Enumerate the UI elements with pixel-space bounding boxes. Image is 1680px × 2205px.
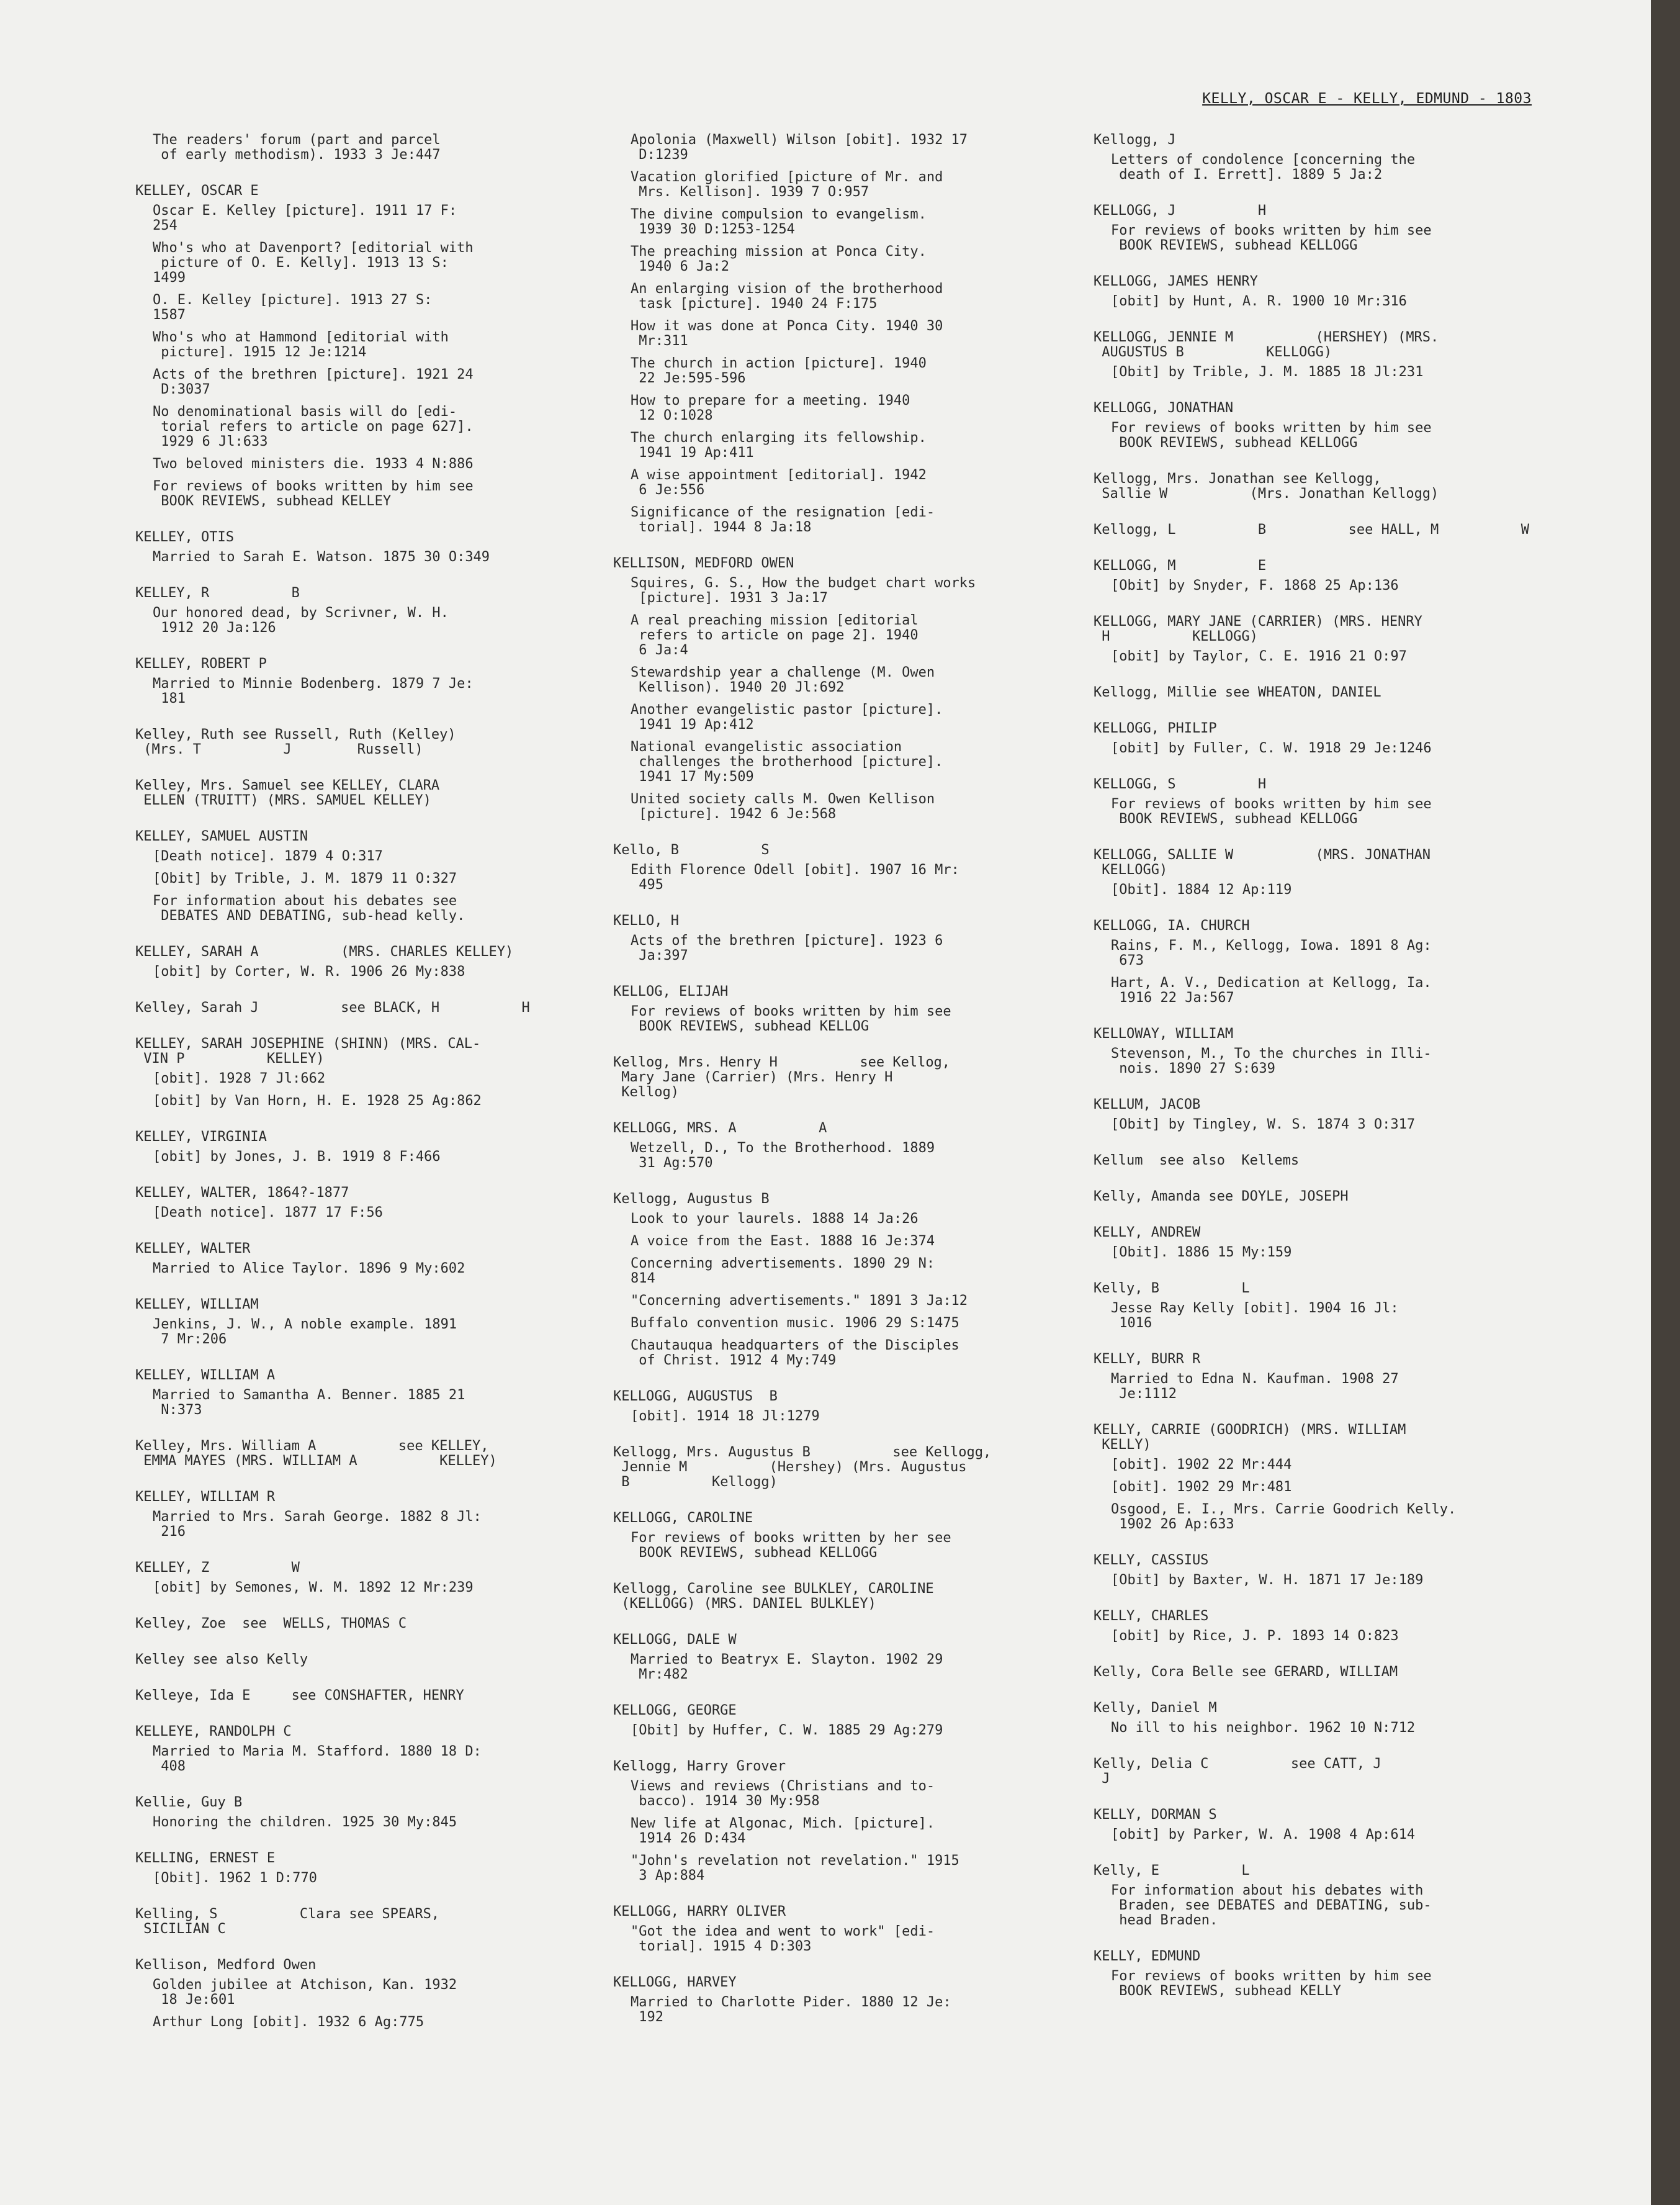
- entry-heading: KELLEY, VIRGINIA: [135, 1129, 267, 1145]
- entry-reference: [obit]. 1902 22 Mr:444: [1111, 1457, 1292, 1472]
- entry-heading: Kellie, Guy B: [135, 1795, 243, 1810]
- entry-reference: Wetzell, D., To the Brotherhood. 1889 31 Ag:570: [631, 1140, 935, 1171]
- entry-heading: KELLOWAY, WILLIAM: [1094, 1026, 1234, 1042]
- entry-reference: [Obit] by Tingley, W. S. 1874 3 O:317: [1111, 1117, 1416, 1132]
- entry-heading: KELLO, H: [613, 913, 679, 929]
- entry-reference: For reviews of books written by him see BOOK REVIEWS, subhead KELLOGG: [1111, 420, 1432, 451]
- index-entry: [1094, 777, 1553, 827]
- index-entry: [613, 1055, 1060, 1100]
- index-entry: [613, 1192, 1060, 1368]
- index-entry: [1094, 1808, 1553, 1842]
- entry-heading: KELLOG, ELIJAH: [613, 984, 729, 999]
- entry-reference: "Got the idea and went to work" [edi- torial]. 1915 4 D:303: [631, 1924, 935, 1954]
- index-entry: [135, 1653, 570, 1667]
- entry-reference: Married to Samantha A. Benner. 1885 21 N:373: [153, 1387, 465, 1418]
- entry-heading: KELLEY, OTIS: [135, 530, 234, 545]
- index-entry: [1094, 1665, 1553, 1680]
- entry-reference: Look to your laurels. 1888 14 Ja:26: [631, 1211, 919, 1227]
- entry-reference: Hart, A. V., Dedication at Kellogg, Ia. 1916 22 Ja:567: [1111, 975, 1432, 1006]
- entry-heading: KELLOGG, JONATHAN: [1094, 400, 1234, 416]
- entry-reference: For reviews of books written by her see BOOK REVIEWS, subhead KELLOGG: [631, 1530, 951, 1561]
- entry-heading: Kelly, B L: [1094, 1281, 1250, 1296]
- entry-reference: Two beloved ministers die. 1933 4 N:886: [153, 456, 474, 472]
- entry-reference: Views and reviews (Christians and to- bacco). 1914 30 My:958: [631, 1779, 935, 1809]
- entry-reference: How it was done at Ponca City. 1940 30 Mr:311: [631, 318, 943, 349]
- index-entry: [1094, 1098, 1553, 1132]
- index-entry: [135, 728, 570, 757]
- entry-heading: Kellogg, J: [1094, 132, 1176, 148]
- entry-heading: Kello, B S: [613, 842, 770, 858]
- entry-reference: Acts of the brethren [picture]. 1923 6 Ja:397: [631, 933, 943, 963]
- index-entry: [135, 1242, 570, 1276]
- entry-reference: For information about his debates see DEBATES AND DEBATING, sub-head kelly.: [153, 893, 465, 924]
- index-entry: [135, 1689, 570, 1703]
- entry-reference: Married to Beatryx E. Slayton. 1902 29 Mr:482: [631, 1652, 943, 1682]
- entry-reference: How to prepare for a meeting. 1940 12 O:1028: [631, 393, 910, 423]
- entry-reference: Jenkins, J. W., A noble example. 1891 7 Mr:206: [153, 1317, 457, 1347]
- entry-reference: Who's who at Davenport? [editorial with picture of O. E. Kelly]. 1913 13 S: 1499: [153, 240, 474, 286]
- entry-heading: Kelley, Zoe see WELLS, THOMAS C: [135, 1616, 407, 1631]
- entry-reference: [Obit] by Trible, J. M. 1885 18 Jl:231: [1111, 364, 1424, 380]
- entry-heading: Kelley, Sarah J see BLACK, H H: [135, 1000, 530, 1016]
- entry-reference: [obit]. 1914 18 Jl:1279: [631, 1409, 820, 1424]
- index-entry: [1094, 615, 1553, 664]
- entry-reference: [Obit] by Snyder, F. 1868 25 Ap:136: [1111, 578, 1399, 593]
- index-entry: [1094, 1864, 1553, 1928]
- running-head: KELLY, OSCAR E - KELLY, EDMUND - 1803: [1202, 91, 1532, 107]
- entry-heading: Kelleye, Ida E see CONSHAFTER, HENRY: [135, 1688, 464, 1703]
- entry-reference: Married to Alice Taylor. 1896 9 My:602: [153, 1261, 465, 1276]
- entry-heading: KELLEY, WILLIAM: [135, 1297, 259, 1312]
- entry-heading: KELLEY, Z W: [135, 1560, 300, 1576]
- index-entry: [135, 657, 570, 706]
- entry-reference: The divine compulsion to evangelism. 1939 30 D:1253-1254: [631, 207, 927, 237]
- entry-reference: [Obit] by Baxter, W. H. 1871 17 Je:189: [1111, 1572, 1424, 1588]
- index-entry: [135, 1037, 570, 1109]
- entry-heading: KELLEY, SAMUEL AUSTIN: [135, 829, 308, 844]
- entry-heading: KELLOGG, GEORGE: [613, 1703, 737, 1718]
- entry-heading: KELLOGG, AUGUSTUS B: [613, 1389, 778, 1404]
- entry-reference: No denominational basis will do [edi- torial refers to article on page 627]. 1929 6 Jl:633: [153, 404, 474, 449]
- entry-reference: Married to Maria M. Stafford. 1880 18 D: 408: [153, 1744, 482, 1774]
- entry-reference: The readers' forum (part and parcel of early methodism). 1933 3 Je:447: [153, 132, 441, 163]
- entry-heading: KELLY, CASSIUS: [1094, 1553, 1209, 1568]
- index-entry: [135, 1617, 570, 1631]
- index-entry: [135, 1130, 570, 1165]
- entry-reference: Squires, G. S., How the budget chart works [picture]. 1931 3 Ja:17: [631, 575, 976, 606]
- entry-heading: KELLEY, WALTER, 1864?-1877: [135, 1185, 349, 1201]
- entry-reference: United society calls M. Owen Kellison [picture]. 1942 6 Je:568: [631, 791, 935, 822]
- entry-reference: Letters of condolence [concerning the death of I. Errett]. 1889 5 Ja:2: [1111, 152, 1416, 183]
- entry-reference: Apolonia (Maxwell) Wilson [obit]. 1932 17 D:1239: [631, 132, 968, 163]
- entry-reference: Stevenson, M., To the churches in Illi- nois. 1890 27 S:639: [1111, 1046, 1432, 1076]
- entry-reference: [obit] by Taylor, C. E. 1916 21 O:97: [1111, 649, 1407, 664]
- index-entry: [1094, 1225, 1553, 1260]
- entry-heading: KELLEYE, RANDOLPH C: [135, 1724, 292, 1739]
- entry-reference: [Death notice]. 1877 17 F:56: [153, 1205, 383, 1220]
- entry-heading: Kelly, Cora Belle see GERARD, WILLIAM: [1094, 1664, 1398, 1680]
- entry-heading: KELLOGG, HARRY OLIVER: [613, 1904, 786, 1919]
- entry-heading: Kellogg, Mrs. Jonathan see Kellogg, Sallie W (Mrs. Jonathan Kellogg): [1094, 471, 1439, 502]
- entry-reference: O. E. Kelley [picture]. 1913 27 S: 1587: [153, 292, 433, 323]
- entry-reference: Married to Sarah E. Watson. 1875 30 O:349: [153, 549, 490, 565]
- entry-heading: KELLOGG, MARY JANE (CARRIER) (MRS. HENRY H KELLOGG): [1094, 614, 1422, 644]
- entry-reference: Oscar E. Kelley [picture]. 1911 17 F: 254: [153, 203, 457, 233]
- entry-reference: Honoring the children. 1925 30 My:845: [153, 1815, 457, 1830]
- entry-heading: Kellogg, Augustus B: [613, 1191, 770, 1207]
- entry-reference: Osgood, E. I., Mrs. Carrie Goodrich Kelly. 1902 26 Ap:633: [1111, 1502, 1457, 1532]
- entry-reference: "Concerning advertisements." 1891 3 Ja:12: [631, 1293, 968, 1309]
- entry-reference: [obit] by Hunt, A. R. 1900 10 Mr:316: [1111, 294, 1407, 309]
- entry-reference: Married to Mrs. Sarah George. 1882 8 Jl: 216: [153, 1509, 482, 1540]
- entry-heading: KELLOGG, DALE W: [613, 1632, 737, 1648]
- index-entry: [1094, 472, 1553, 502]
- index-entry: [1094, 1701, 1553, 1736]
- entry-reference: [obit]. 1928 7 Jl:662: [153, 1071, 326, 1086]
- entry-heading: KELLUM, JACOB: [1094, 1097, 1201, 1112]
- index-entry: [135, 1297, 570, 1347]
- entry-heading: Kellogg, Caroline see BULKLEY, CAROLINE (KELLOGG) (MRS. DANIEL BULKLEY): [613, 1581, 934, 1612]
- index-entry: [135, 530, 570, 565]
- index-entry: [135, 1490, 570, 1540]
- index-entry: [135, 945, 570, 980]
- index-entry: [1094, 1281, 1553, 1331]
- entry-reference: Significance of the resignation [edi- torial]. 1944 8 Ja:18: [631, 505, 935, 535]
- index-entry: [135, 1958, 570, 2030]
- index-entry: [135, 1907, 570, 1937]
- entry-heading: KELLY, ANDREW: [1094, 1225, 1201, 1240]
- entry-reference: "John's revelation not revelation." 1915 3 Ap:884: [631, 1853, 959, 1883]
- entry-heading: KELLY, CHARLES: [1094, 1608, 1209, 1624]
- entry-heading: Kellogg, Millie see WHEATON, DANIEL: [1094, 685, 1381, 700]
- entry-heading: Kelley, Mrs. William A see KELLEY, EMMA MAYES (MRS. WILLIAM A KELLEY): [135, 1438, 497, 1469]
- index-entry: [1094, 1352, 1553, 1402]
- entry-reference: Acts of the brethren [picture]. 1921 24 D:3037: [153, 367, 474, 397]
- entry-reference: [obit]. 1902 29 Mr:481: [1111, 1479, 1292, 1495]
- entry-reference: New life at Algonac, Mich. [picture]. 1914 26 D:434: [631, 1816, 935, 1846]
- entry-heading: KELLEY, SARAH JOSEPHINE (SHINN) (MRS. CAL- VIN P KELLEY): [135, 1036, 481, 1066]
- entry-heading: KELLOGG, MRS. A A: [613, 1121, 827, 1136]
- index-entry: [613, 1633, 1060, 1682]
- index-entry: [1094, 1757, 1553, 1787]
- entry-heading: KELLING, ERNEST E: [135, 1851, 276, 1866]
- entry-heading: KELLEY, OSCAR E: [135, 183, 259, 199]
- index-entry: [135, 1439, 570, 1469]
- index-entry: [135, 184, 570, 509]
- entry-heading: Kelley see also Kelly: [135, 1652, 308, 1667]
- entry-reference: [obit] by Van Horn, H. E. 1928 25 Ag:862: [153, 1093, 482, 1109]
- column-2: [613, 133, 1060, 2046]
- entry-reference: [Obit]. 1962 1 D:770: [153, 1870, 317, 1886]
- index-entry: [135, 829, 570, 924]
- entry-heading: Kelley, Ruth see Russell, Ruth (Kelley) (Mrs. T J Russell): [135, 727, 456, 757]
- entry-reference: [obit] by Fuller, C. W. 1918 29 Je:1246: [1111, 741, 1432, 756]
- index-entry: [613, 1975, 1060, 2025]
- index-entry: [1094, 1423, 1553, 1532]
- entry-heading: KELLY, CARRIE (GOODRICH) (MRS. WILLIAM KELLY): [1094, 1422, 1406, 1453]
- entry-heading: KELLOGG, SALLIE W (MRS. JONATHAN KELLOGG): [1094, 847, 1431, 878]
- entry-heading: Kellogg, Mrs. Augustus B see Kellogg, Jennie M (Hershey) (Mrs. Augustus B Kellogg): [613, 1445, 992, 1490]
- entry-reference: Our honored dead, by Scrivner, W. H. 1912 20 Ja:126: [153, 605, 449, 636]
- entry-reference: Who's who at Hammond [editorial with picture]. 1915 12 Je:1214: [153, 330, 449, 360]
- index-entry: [1094, 919, 1553, 1006]
- entry-heading: KELLY, EDMUND: [1094, 1949, 1201, 1964]
- entry-heading: KELLOGG, J H: [1094, 203, 1267, 219]
- entry-reference: A wise appointment [editorial]. 1942 6 Je:556: [631, 467, 927, 498]
- index-entry: [613, 133, 1060, 535]
- entry-heading: Kelly, Daniel M: [1094, 1700, 1217, 1716]
- entry-heading: KELLOGG, CAROLINE: [613, 1510, 753, 1526]
- entry-heading: KELLOGG, S H: [1094, 777, 1267, 792]
- index-entry: [1094, 274, 1553, 309]
- entry-heading: KELLEY, WILLIAM R: [135, 1489, 276, 1505]
- entry-reference: [obit] by Jones, J. B. 1919 8 F:466: [153, 1149, 441, 1165]
- entry-heading: Kellogg, Harry Grover: [613, 1759, 786, 1774]
- entry-heading: Kellison, Medford Owen: [135, 1957, 317, 1973]
- entry-reference: [obit] by Semones, W. M. 1892 12 Mr:239: [153, 1580, 474, 1595]
- index-entry: [613, 1121, 1060, 1171]
- index-entry: [135, 1186, 570, 1220]
- entry-reference: Stewardship year a challenge (M. Owen Kellison). 1940 20 Jl:692: [631, 665, 935, 695]
- entry-heading: KELLEY, R B: [135, 585, 300, 601]
- index-entry: [135, 133, 570, 163]
- entry-heading: KELLOGG, M E: [1094, 558, 1267, 574]
- entry-heading: Kellogg, L B see HALL, M W: [1094, 522, 1529, 538]
- entry-heading: KELLOGG, JENNIE M (HERSHEY) (MRS. AUGUSTUS B KELLOGG): [1094, 330, 1439, 360]
- index-entry: [613, 1582, 1060, 1612]
- entry-reference: National evangelistic association challenges the brotherhood [picture]. 1941 17 My:509: [631, 739, 943, 785]
- index-entry: [613, 1511, 1060, 1561]
- entry-reference: A voice from the East. 1888 16 Je:374: [631, 1233, 935, 1249]
- index-entry: [135, 1851, 570, 1886]
- entry-reference: An enlarging vision of the brotherhood task [picture]. 1940 24 F:175: [631, 281, 943, 312]
- entry-heading: Kelly, E L: [1094, 1863, 1250, 1878]
- entry-reference: No ill to his neighbor. 1962 10 N:712: [1111, 1720, 1416, 1736]
- entry-reference: For reviews of books written by him see BOOK REVIEWS, subhead KELLY: [1111, 1968, 1432, 1999]
- index-entry: [1094, 133, 1553, 183]
- index-entry: [1094, 1189, 1553, 1204]
- entry-reference: Concerning advertisements. 1890 29 N: 814: [631, 1256, 935, 1286]
- index-entry: [613, 1389, 1060, 1424]
- entry-heading: KELLEY, SARAH A (MRS. CHARLES KELLEY): [135, 944, 514, 960]
- entry-heading: KELLOGG, PHILIP: [1094, 721, 1217, 736]
- index-entry: [1094, 1949, 1553, 1999]
- index-entry: [135, 586, 570, 636]
- entry-heading: KELLEY, ROBERT P: [135, 656, 267, 672]
- entry-reference: Rains, F. M., Kellogg, Iowa. 1891 8 Ag: 673: [1111, 938, 1432, 968]
- entry-reference: For reviews of books written by him see BOOK REVIEWS, subhead KELLEY: [153, 479, 474, 509]
- entry-heading: Kelly, Delia C see CATT, J J: [1094, 1756, 1381, 1787]
- index-entry: [1094, 401, 1553, 451]
- entry-heading: KELLEY, WILLIAM A: [135, 1368, 276, 1383]
- entry-reference: Edith Florence Odell [obit]. 1907 16 Mr: 495: [631, 862, 959, 893]
- index-entry: [613, 843, 1060, 893]
- index-entry: [1094, 685, 1553, 700]
- entry-reference: For reviews of books written by him see BOOK REVIEWS, subhead KELLOGG: [1111, 796, 1432, 827]
- entry-reference: Buffalo convention music. 1906 29 S:1475: [631, 1315, 959, 1331]
- index-entry: [1094, 848, 1553, 898]
- entry-heading: Kelly, Amanda see DOYLE, JOSEPH: [1094, 1189, 1349, 1204]
- entry-heading: Kelley, Mrs. Samuel see KELLEY, CLARA ELLEN (TRUITT) (MRS. SAMUEL KELLEY): [135, 778, 440, 808]
- entry-reference: For information about his debates with Braden, see DEBATES and DEBATING, sub- head Braden.: [1111, 1883, 1432, 1928]
- index-entry: [1094, 204, 1553, 253]
- index-entry: [135, 778, 570, 808]
- entry-reference: For reviews of books written by him see BOOK REVIEWS, subhead KELLOGG: [1111, 223, 1432, 253]
- index-entry: [613, 1703, 1060, 1738]
- index-entry: [135, 1001, 570, 1016]
- entry-heading: KELLOGG, JAMES HENRY: [1094, 274, 1258, 289]
- index-entry: [135, 1561, 570, 1595]
- entry-heading: KELLISON, MEDFORD OWEN: [613, 556, 794, 571]
- index-entry: [1094, 330, 1553, 380]
- entry-reference: [Obit]. 1884 12 Ap:119: [1111, 882, 1292, 898]
- entry-reference: Chautauqua headquarters of the Disciples of Christ. 1912 4 My:749: [631, 1338, 959, 1368]
- entry-reference: Jesse Ray Kelly [obit]. 1904 16 Jl: 1016: [1111, 1301, 1399, 1331]
- index-entry: [135, 1368, 570, 1418]
- entry-reference: Married to Charlotte Pider. 1880 12 Je: 192: [631, 1995, 951, 2025]
- index-entry: [1094, 1609, 1553, 1644]
- column-1: [135, 133, 570, 2051]
- index-entry: [1094, 1027, 1553, 1076]
- index-entry: [135, 1725, 570, 1774]
- entry-reference: Married to Minnie Bodenberg. 1879 7 Je: 181: [153, 676, 474, 706]
- entry-heading: Kellum see also Kellems: [1094, 1153, 1300, 1168]
- entry-reference: Arthur Long [obit]. 1932 6 Ag:775: [153, 2014, 424, 2030]
- entry-reference: Vacation glorified [picture of Mr. and Mrs. Kellison]. 1939 7 O:957: [631, 169, 943, 200]
- index-entry: [613, 1445, 1060, 1490]
- index-entry: [613, 914, 1060, 963]
- entry-reference: The church enlarging its fellowship. 1941 19 Ap:411: [631, 430, 927, 461]
- entry-heading: Kellog, Mrs. Henry H see Kellog, Mary Jane (Carrier) (Mrs. Henry H Kellog): [613, 1055, 951, 1100]
- entry-reference: Another evangelistic pastor [picture]. 1941 19 Ap:412: [631, 702, 943, 733]
- entry-reference: [Death notice]. 1879 4 O:317: [153, 849, 383, 864]
- entry-reference: [Obit] by Trible, J. M. 1879 11 O:327: [153, 871, 457, 886]
- entry-heading: Kelling, S Clara see SPEARS, SICILIAN C: [135, 1906, 440, 1937]
- entry-reference: For reviews of books written by him see BOOK REVIEWS, subhead KELLOG: [631, 1004, 951, 1034]
- index-entry: [1094, 1553, 1553, 1588]
- entry-reference: [Obit] by Huffer, C. W. 1885 29 Ag:279: [631, 1723, 943, 1738]
- index-entry: [135, 1795, 570, 1830]
- index-entry: [1094, 721, 1553, 756]
- index-entry: [613, 1905, 1060, 1954]
- entry-reference: [obit] by Corter, W. R. 1906 26 My:838: [153, 964, 465, 980]
- entry-heading: KELLY, BURR R: [1094, 1351, 1201, 1367]
- entry-reference: Married to Edna N. Kaufman. 1908 27 Je:1112: [1111, 1371, 1399, 1402]
- entry-reference: Golden jubilee at Atchison, Kan. 1932 18 Je:601: [153, 1977, 457, 2008]
- index-entry: [613, 1759, 1060, 1883]
- entry-heading: KELLY, DORMAN S: [1094, 1807, 1217, 1823]
- entry-reference: The preaching mission at Ponca City. 1940 6 Ja:2: [631, 244, 927, 274]
- index-entry: [1094, 1153, 1553, 1168]
- index-entry: [613, 556, 1060, 822]
- entry-reference: A real preaching mission [editorial refers to article on page 2]. 1940 6 Ja:4: [631, 613, 919, 658]
- entry-reference: [Obit]. 1886 15 My:159: [1111, 1245, 1292, 1260]
- entry-heading: KELLOGG, IA. CHURCH: [1094, 918, 1250, 934]
- index-entry: [1094, 523, 1553, 538]
- entry-heading: KELLEY, WALTER: [135, 1241, 251, 1256]
- column-3: [1094, 133, 1553, 2020]
- entry-reference: The church in action [picture]. 1940 22 Je:595-596: [631, 356, 927, 386]
- entry-reference: [obit] by Rice, J. P. 1893 14 O:823: [1111, 1628, 1399, 1644]
- entry-reference: [obit] by Parker, W. A. 1908 4 Ap:614: [1111, 1827, 1416, 1842]
- entry-heading: KELLOGG, HARVEY: [613, 1975, 737, 1990]
- index-entry: [1094, 559, 1553, 593]
- index-entry: [613, 985, 1060, 1034]
